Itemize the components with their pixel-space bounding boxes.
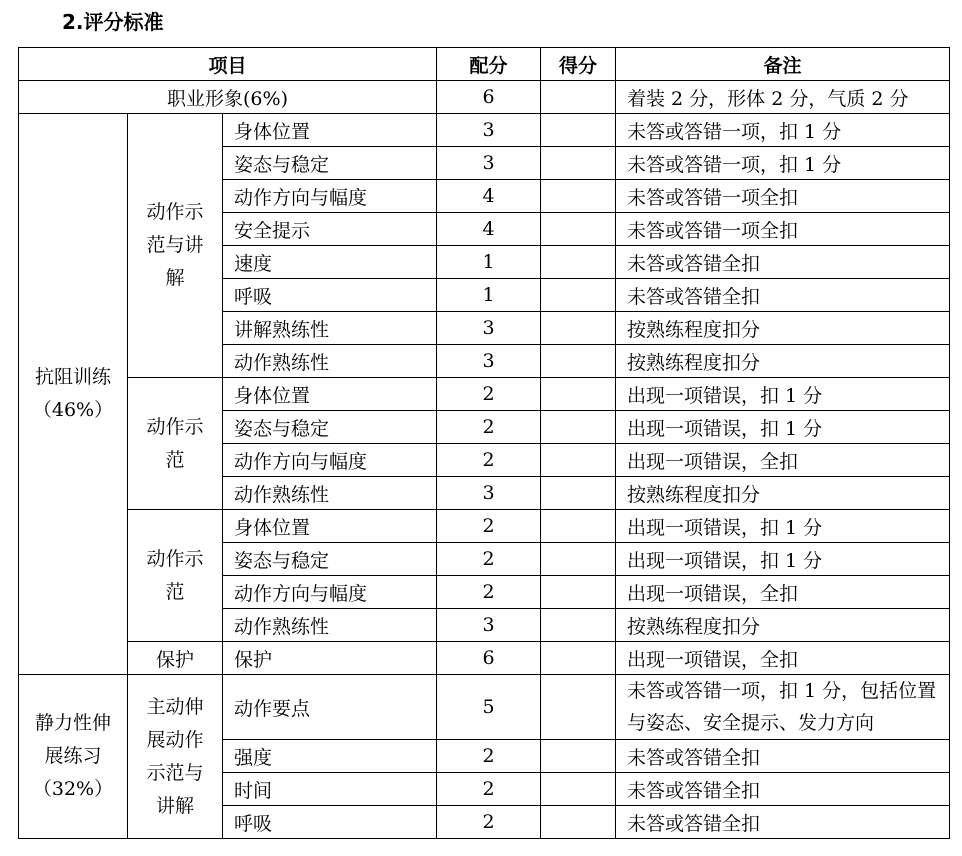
table-row xyxy=(19,510,950,543)
group-protection: 保护 xyxy=(128,642,223,675)
points-cell: 2 xyxy=(437,378,541,411)
score-cell xyxy=(541,180,616,213)
category-label-line: 抗阻训练 xyxy=(34,366,111,388)
score-cell xyxy=(541,642,616,675)
item-cell: 讲解熟练性 xyxy=(223,312,437,345)
points-cell: 4 xyxy=(437,180,541,213)
group-demo-explain: 动作示范与讲解 xyxy=(128,114,223,378)
remark-cell: 未答或答错一项，扣 1 分，包括位置与姿态、安全提示、发力方向 xyxy=(616,675,950,740)
score-cell xyxy=(541,147,616,180)
item-cell: 动作熟练性 xyxy=(223,477,437,510)
header-score: 得分 xyxy=(541,48,616,81)
points-cell: 2 xyxy=(437,411,541,444)
professional-image-label: 职业形象(6%) xyxy=(19,81,437,114)
item-cell: 动作方向与幅度 xyxy=(223,576,437,609)
table-row xyxy=(19,675,950,740)
item-cell: 时间 xyxy=(223,773,437,806)
item-cell: 姿态与稳定 xyxy=(223,543,437,576)
points-cell: 6 xyxy=(437,81,541,114)
points-cell: 3 xyxy=(437,147,541,180)
category-static-stretch xyxy=(19,675,128,839)
points-cell: 2 xyxy=(437,444,541,477)
score-cell xyxy=(541,477,616,510)
table-row xyxy=(19,114,950,147)
table-row xyxy=(19,378,950,411)
remark-cell: 着装 2 分，形体 2 分，气质 2 分 xyxy=(616,81,950,114)
points-cell: 3 xyxy=(437,345,541,378)
item-cell: 动作方向与幅度 xyxy=(223,444,437,477)
group-active-stretch: 主动伸展动作示范与讲解 xyxy=(128,675,223,839)
points-cell: 2 xyxy=(437,740,541,773)
score-cell xyxy=(541,345,616,378)
points-cell: 5 xyxy=(437,675,541,740)
score-cell xyxy=(541,773,616,806)
remark-cell: 未答或答错全扣 xyxy=(616,806,950,839)
points-cell: 2 xyxy=(437,576,541,609)
remark-cell: 按熟练程度扣分 xyxy=(616,609,950,642)
points-cell: 2 xyxy=(437,806,541,839)
score-cell xyxy=(541,114,616,147)
remark-cell: 出现一项错误，扣 1 分 xyxy=(616,510,950,543)
points-cell: 1 xyxy=(437,246,541,279)
points-cell: 3 xyxy=(437,312,541,345)
item-cell: 强度 xyxy=(223,740,437,773)
score-cell xyxy=(541,543,616,576)
points-cell: 3 xyxy=(437,114,541,147)
score-cell xyxy=(541,312,616,345)
category-label-line: （46%） xyxy=(32,399,114,421)
points-cell: 6 xyxy=(437,642,541,675)
remark-cell: 未答或答错全扣 xyxy=(616,246,950,279)
category-label-line: （32%） xyxy=(32,778,114,800)
score-cell xyxy=(541,740,616,773)
points-cell: 2 xyxy=(437,543,541,576)
remark-cell: 未答或答错全扣 xyxy=(616,279,950,312)
remark-cell: 出现一项错误，全扣 xyxy=(616,444,950,477)
header-remark: 备注 xyxy=(616,48,950,81)
score-cell xyxy=(541,806,616,839)
category-label-line: 展练习 xyxy=(44,745,102,767)
score-cell xyxy=(541,81,616,114)
remark-cell: 按熟练程度扣分 xyxy=(616,477,950,510)
table-row xyxy=(19,642,950,675)
score-cell xyxy=(541,609,616,642)
score-cell xyxy=(541,576,616,609)
remark-cell: 按熟练程度扣分 xyxy=(616,312,950,345)
item-cell: 身体位置 xyxy=(223,114,437,147)
item-cell: 动作熟练性 xyxy=(223,609,437,642)
item-cell: 身体位置 xyxy=(223,378,437,411)
score-cell xyxy=(541,378,616,411)
score-cell xyxy=(541,510,616,543)
item-cell: 身体位置 xyxy=(223,510,437,543)
score-cell xyxy=(541,213,616,246)
score-cell xyxy=(541,279,616,312)
item-cell: 安全提示 xyxy=(223,213,437,246)
points-cell: 1 xyxy=(437,279,541,312)
remark-cell: 出现一项错误，全扣 xyxy=(616,576,950,609)
remark-cell: 出现一项错误，扣 1 分 xyxy=(616,378,950,411)
item-cell: 姿态与稳定 xyxy=(223,147,437,180)
remark-cell: 按熟练程度扣分 xyxy=(616,345,950,378)
item-cell: 动作要点 xyxy=(223,675,437,740)
header-row xyxy=(19,48,950,81)
score-cell xyxy=(541,411,616,444)
section-title: 2.评分标准 xyxy=(62,10,164,34)
header-points: 配分 xyxy=(437,48,541,81)
score-cell xyxy=(541,246,616,279)
remark-cell: 未答或答错一项，扣 1 分 xyxy=(616,114,950,147)
points-cell: 2 xyxy=(437,773,541,806)
item-cell: 保护 xyxy=(223,642,437,675)
item-cell: 姿态与稳定 xyxy=(223,411,437,444)
score-cell xyxy=(541,444,616,477)
header-item: 项目 xyxy=(19,48,437,81)
item-cell: 呼吸 xyxy=(223,806,437,839)
points-cell: 4 xyxy=(437,213,541,246)
remark-cell: 出现一项错误，扣 1 分 xyxy=(616,543,950,576)
item-cell: 动作熟练性 xyxy=(223,345,437,378)
remark-cell: 未答或答错一项全扣 xyxy=(616,180,950,213)
remark-cell: 出现一项错误，全扣 xyxy=(616,642,950,675)
table-row xyxy=(19,81,950,114)
remark-cell: 未答或答错一项全扣 xyxy=(616,213,950,246)
remark-cell: 未答或答错一项，扣 1 分 xyxy=(616,147,950,180)
remark-cell: 未答或答错全扣 xyxy=(616,740,950,773)
item-cell: 呼吸 xyxy=(223,279,437,312)
item-cell: 速度 xyxy=(223,246,437,279)
category-label-line: 静力性伸 xyxy=(34,712,111,734)
points-cell: 2 xyxy=(437,510,541,543)
points-cell: 3 xyxy=(437,609,541,642)
scoring-table xyxy=(18,47,950,839)
category-resistance-training xyxy=(19,114,128,675)
item-cell: 动作方向与幅度 xyxy=(223,180,437,213)
group-demo: 动作示范 xyxy=(128,510,223,642)
score-cell xyxy=(541,675,616,740)
group-demo: 动作示范 xyxy=(128,378,223,510)
points-cell: 3 xyxy=(437,477,541,510)
remark-cell: 未答或答错全扣 xyxy=(616,773,950,806)
remark-cell: 出现一项错误，扣 1 分 xyxy=(616,411,950,444)
